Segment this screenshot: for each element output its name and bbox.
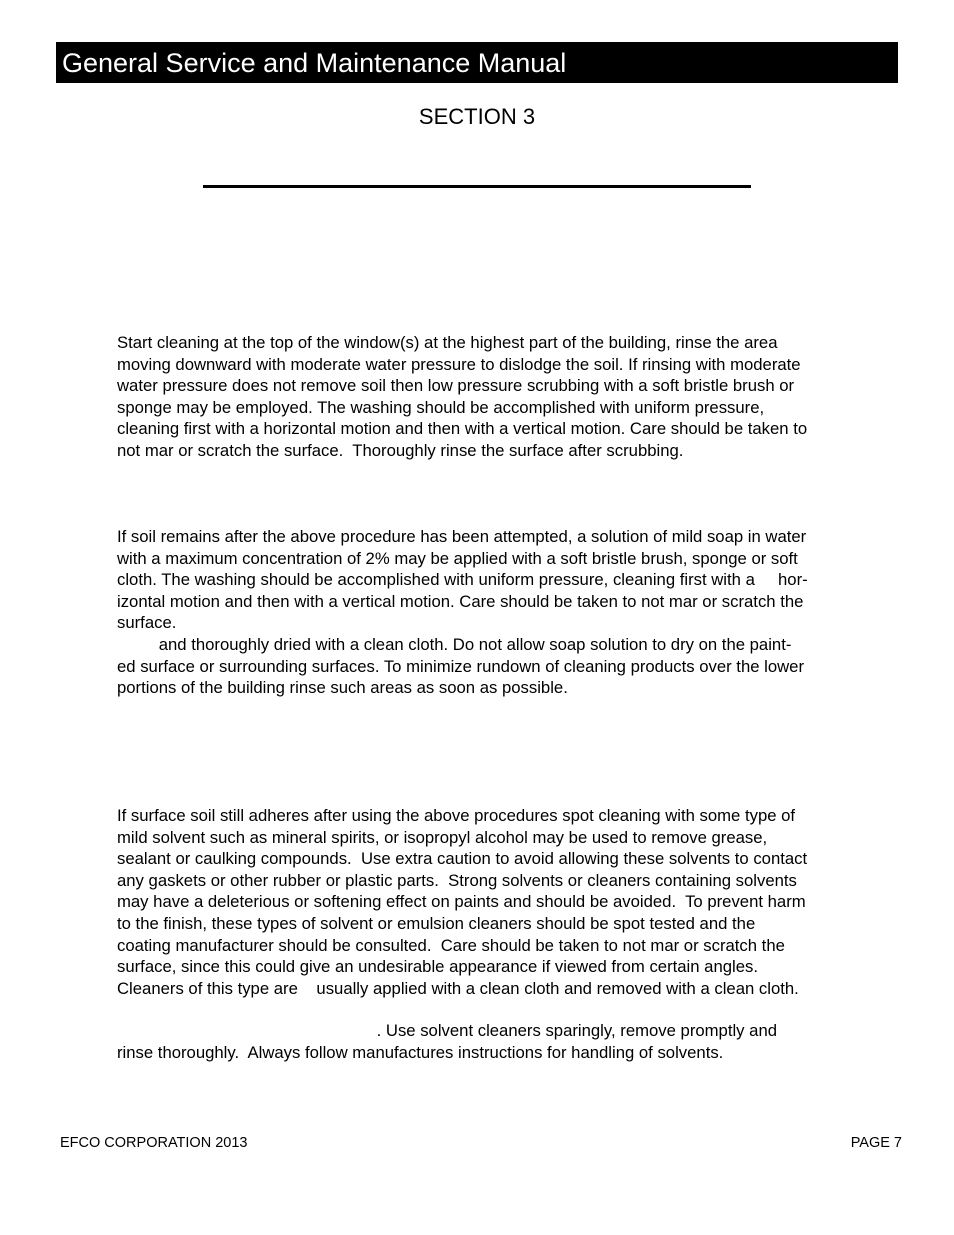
paragraph-line: portions of the building rinse such areas as soon as possible. <box>117 678 568 698</box>
paragraph-line: If surface soil still adheres after using the above procedures spot cleaning with some type of <box>117 806 796 825</box>
paragraph-line: cloth. The washing should be accomplished with uniform pressure, cleaning first with a hor- <box>117 570 808 590</box>
paragraph-line: surface. <box>117 613 177 633</box>
paragraph-solvent-cleaning <box>117 805 907 999</box>
paragraph-line: water pressure does not remove soil then low pressure scrubbing with a soft bristle brush or <box>117 376 795 396</box>
paragraph-line: surface, since this could give an undesirable appearance if viewed from certain angles. <box>117 957 758 977</box>
paragraph-line: If soil remains after the above procedure has been attempted, a solution of mild soap in water <box>117 527 807 546</box>
section-divider <box>203 185 751 188</box>
header-bar <box>56 42 898 83</box>
section-title: SECTION 3 <box>418 104 536 129</box>
paragraph-line: coating manufacturer should be consulted. Care should be taken to not mar or scratch the <box>117 935 785 955</box>
paragraph-line: Start cleaning at the top of the window(s) at the highest part of the building, rinse the area <box>117 333 778 352</box>
paragraph-line: sealant or caulking compounds. Use extra caution to avoid allowing these solvents to contact <box>117 849 808 869</box>
manual-title: General Service and Maintenance Manual <box>62 48 567 78</box>
paragraph-line: not mar or scratch the surface. Thoroughly rinse the surface after scrubbing. <box>117 440 684 460</box>
paragraph-line: to the finish, these types of solvent or emulsion cleaners should be spot tested and the <box>117 913 756 933</box>
paragraph-line: may have a deleterious or softening effect on paints and should be avoided. To prevent harm <box>117 892 806 912</box>
paragraph-line: sponge may be employed. The washing should be accomplished with uniform pressure, <box>117 397 765 417</box>
paragraph-rinse <box>117 332 907 462</box>
paragraph-line: with a maximum concentration of 2% may be applied with a soft bristle brush, sponge or soft <box>117 548 798 568</box>
paragraph-line: Cleaners of this type are usually applied with a clean cloth and removed with a clean cloth. <box>117 978 799 998</box>
paragraph-line: izontal motion and then with a vertical motion. Care should be taken to not mar or scratch the <box>117 591 804 611</box>
paragraph-line: and thoroughly dried with a clean cloth. Do not allow soap solution to dry on the paint- <box>117 634 792 654</box>
paragraph-line: rinse thoroughly. Always follow manufactures instructions for handling of solvents. <box>117 1042 724 1062</box>
paragraph-solvent-caution <box>117 1020 907 1063</box>
footer-page-number: PAGE 7 <box>850 1135 902 1151</box>
paragraph-line: mild solvent such as mineral spirits, or isopropyl alcohol may be used to remove grease, <box>117 827 768 847</box>
paragraph-line: cleaning first with a horizontal motion and then with a vertical motion. Care should be taken to <box>117 419 808 439</box>
paragraph-line: ed surface or surrounding surfaces. To minimize rundown of cleaning products over the lower <box>117 656 805 676</box>
paragraph-soap-solution <box>117 526 907 699</box>
footer-company: EFCO CORPORATION 2013 <box>60 1135 248 1151</box>
paragraph-line: any gaskets or other rubber or plastic parts. Strong solvents or cleaners containing solvents <box>117 870 797 890</box>
paragraph-line: moving downward with moderate water pressure to dislodge the soil. If rinsing with moderate <box>117 354 801 374</box>
paragraph-line: . Use solvent cleaners sparingly, remove promptly and <box>117 1021 778 1040</box>
